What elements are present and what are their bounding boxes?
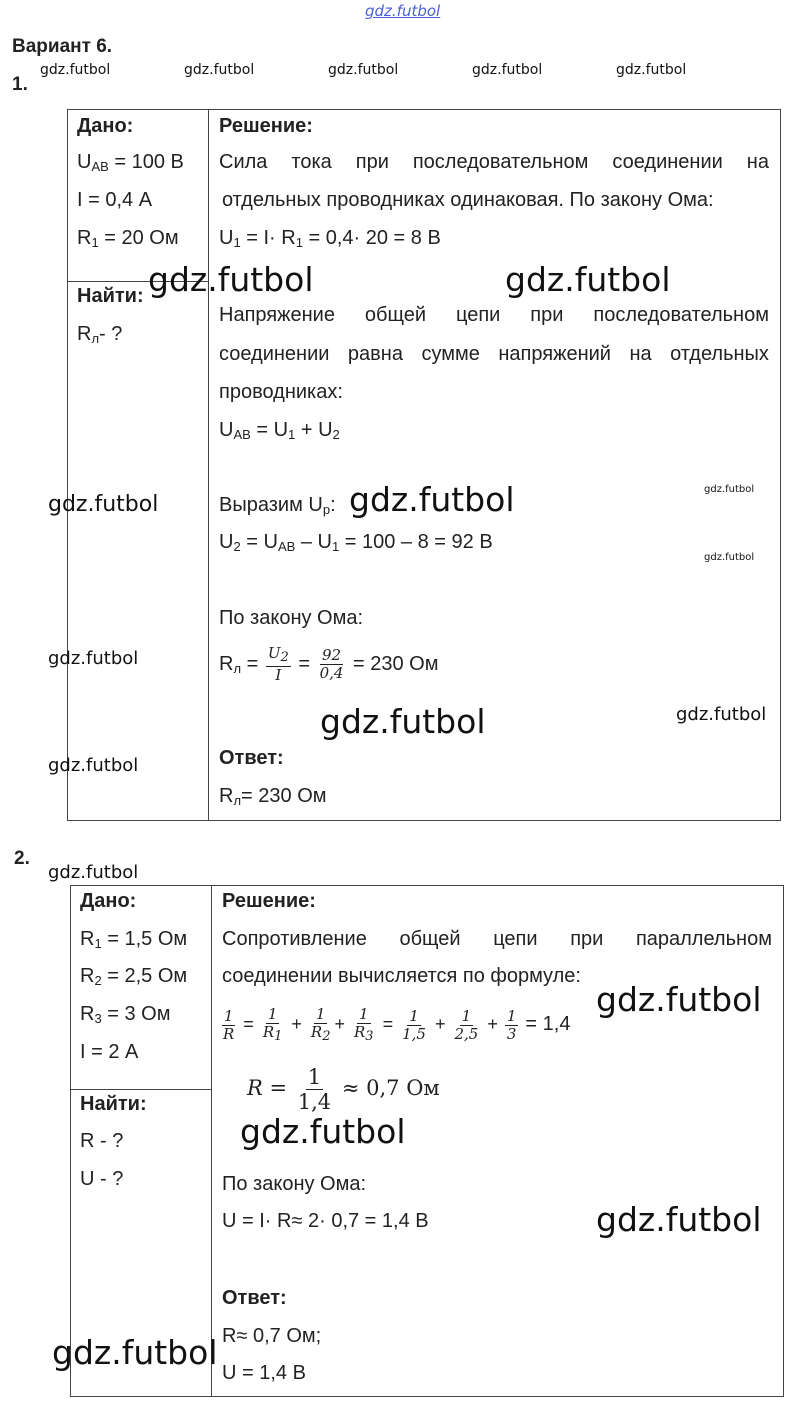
watermark: gdz.futbol — [48, 755, 139, 776]
watermark: gdz.futbol — [48, 492, 159, 517]
task1-number: 1. — [12, 74, 28, 95]
task2-ohm: По закону Ома: — [222, 1173, 367, 1195]
watermark: gdz.futbol — [52, 1333, 218, 1372]
task1-text1-line1: Сила тока при последовательном соединении на — [219, 151, 769, 173]
watermark: gdz.futbol — [40, 62, 111, 78]
task1-ohm: По закону Ома: — [219, 607, 364, 629]
watermark: gdz.futbol — [240, 1112, 406, 1151]
watermark: gdz.futbol — [704, 552, 755, 563]
task2-find-u: U - ? — [80, 1168, 124, 1190]
task1-text2-line1: Напряжение общей цепи при последовательном — [219, 304, 769, 326]
task1-eq-u1: $U_1 = I\cdot R_1 = 0,4\cdot 20 = 8$ В — [219, 227, 441, 250]
task2-given-r2: $R_2 = 2,5$ Ом — [80, 965, 188, 988]
task1-answer-label: Ответ: — [219, 747, 284, 769]
watermark: gdz.futbol — [148, 260, 314, 299]
task2-given-label: Дано: — [80, 890, 137, 912]
task2-find-label: Найти: — [80, 1093, 147, 1115]
task1-given-uab: $U_{AB} = 100$ В — [77, 151, 184, 174]
watermark: gdz.futbol — [616, 62, 687, 78]
task2-text1-line2: соединении вычисляется по формуле: — [222, 965, 581, 987]
task1-given-r1: $R_1 = 20$ Ом — [77, 227, 179, 250]
watermark: gdz.futbol — [320, 702, 486, 741]
task2-find-r: R - ? — [80, 1130, 124, 1152]
watermark: gdz.futbol — [505, 260, 671, 299]
task1-answer: $R_л= 230$ Ом — [219, 785, 327, 808]
watermark: gdz.futbol — [704, 484, 755, 495]
task2-given-i: I = 2 А — [80, 1041, 139, 1063]
task1-eq-uab: $U_{AB} = U_1 + U_2$ — [219, 419, 340, 442]
watermark-top: gdz.futbol — [365, 2, 441, 20]
watermark: gdz.futbol — [676, 704, 767, 725]
task2-given-r3: $R_3 = 3$ Ом — [80, 1003, 171, 1026]
watermark: gdz.futbol — [48, 648, 139, 669]
watermark: gdz.futbol — [328, 62, 399, 78]
task2-text1-line1: Сопротивление общей цепи при параллельном — [222, 928, 772, 950]
task2-eq-r: R = $\frac{1}{1,4}$ ≈ 0,7 Ом — [247, 1065, 440, 1114]
watermark: gdz.futbol — [184, 62, 255, 78]
task1-express: Выразим $U_р$: — [219, 494, 336, 517]
task1-find-label: Найти: — [77, 285, 144, 307]
task1-frac-92-04: $\frac{92}{0,4}$ — [319, 646, 344, 682]
variant-title: Вариант 6. — [12, 36, 113, 57]
task2-answer-u: U = 1,4 В — [222, 1362, 306, 1384]
task2-eq-u: U = I· R≈ 2· 0,7 = 1,4 В — [222, 1210, 429, 1232]
watermark: gdz.futbol — [48, 862, 139, 883]
watermark: gdz.futbol — [596, 980, 762, 1019]
task2-eq-sum: $\frac{1}{R}$ = $\frac{1}{R_1}$ + $\frac{1}{R_2}$ + $\frac{1}{R_3}$ = $\frac{1}{1,5}$ + $\frac{1}{2,5}$ + $\frac{1}{3}$ = 1,4 — [223, 1004, 571, 1044]
task1-frac-u2-i: $\frac{U_2}{I}$ — [267, 644, 289, 684]
task1-eq-rl: $R_л$ = $\frac{U_2}{I}$ = $\frac{92}{0,4}$ = 230 Ом — [219, 644, 439, 684]
task1-solution-label: Решение: — [219, 115, 313, 137]
task2-given-r1: $R_1 = 1,5$ Ом — [80, 928, 188, 951]
task1-text2-line3: проводниках: — [219, 381, 343, 403]
task2-answer-r: R≈ 0,7 Ом; — [222, 1325, 322, 1347]
task2-solution-label: Решение: — [222, 890, 316, 912]
task1-given-label: Дано: — [77, 115, 134, 137]
watermark: gdz.futbol — [349, 480, 515, 519]
task2-number: 2. — [14, 848, 30, 869]
task1-find: $R_л-$ ? — [77, 323, 123, 346]
task2-answer-label: Ответ: — [222, 1287, 287, 1309]
watermark: gdz.futbol — [596, 1200, 762, 1239]
watermark: gdz.futbol — [472, 62, 543, 78]
task1-text2-line2: соединении равна сумме напряжений на отдельных — [219, 343, 769, 365]
task1-given-i: I = 0,4 А — [77, 189, 153, 211]
task1-text1-line2: отдельных проводниках одинаковая. По закону Ома: — [222, 189, 714, 211]
task1-eq-u2: $U_2 = U_{AB} - U_1 = 100 - 8 = 92$ В — [219, 531, 493, 554]
